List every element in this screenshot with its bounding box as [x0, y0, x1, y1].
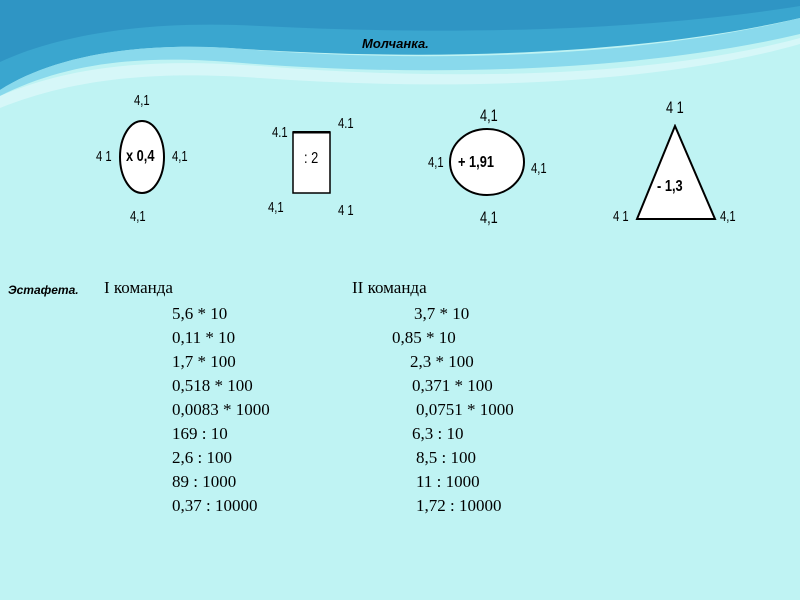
shape-operation: - 1,3 [657, 178, 683, 195]
shape-operation: : 2 [304, 150, 319, 167]
team2-expression: 6,3 : 10 [412, 424, 464, 443]
shape-label-top-left: 4.1 [272, 124, 288, 141]
shape-operation: + 1,91 [458, 154, 494, 171]
shape-label-bottom-left: 4,1 [268, 199, 284, 216]
team2-expression: 0,85 * 10 [392, 328, 456, 347]
team2-expression: 8,5 : 100 [416, 448, 476, 467]
team1-expression: 89 : 1000 [172, 472, 237, 491]
team1-expression: 0,0083 * 1000 [172, 400, 270, 419]
shape-label-right: 4,1 [172, 148, 188, 165]
team1-expression: 5,6 * 10 [172, 304, 228, 323]
team1-list [172, 302, 270, 518]
shape-label-bottom: 4,1 [480, 208, 498, 227]
shape-label-top-right: 4.1 [338, 115, 354, 132]
shape-label-bottom-right: 4,1 [720, 208, 736, 225]
team1-expression: 2,6 : 100 [172, 448, 232, 467]
shape-operation: x 0,4 [126, 148, 155, 165]
shape-label-left: 4,1 [428, 154, 444, 171]
shape-label-top: 4,1 [134, 92, 150, 109]
team2-title: II команда [352, 278, 427, 297]
team2-expression: 3,7 * 10 [414, 304, 470, 323]
team1-expression: 169 : 10 [172, 424, 228, 443]
team2-expression: 11 : 1000 [416, 472, 480, 491]
team1-expression: 1,7 * 100 [172, 352, 236, 371]
shape-label-top: 4 1 [666, 98, 684, 117]
team1-expression: 0,37 : 10000 [172, 496, 258, 515]
shape-label-bottom-right: 4 1 [338, 202, 354, 219]
shape-label-bottom-left: 4 1 [613, 208, 629, 225]
slide-title: Молчанка. [362, 36, 429, 51]
team1-title: I команда [104, 278, 173, 297]
triangle-outline [634, 124, 718, 222]
shape-label-left: 4 1 [96, 148, 112, 165]
team1-expression: 0,518 * 100 [172, 376, 253, 395]
team2-expression: 1,72 : 10000 [416, 496, 502, 515]
team2-expression: 0,0751 * 1000 [416, 400, 514, 419]
shape-label-right: 4,1 [531, 160, 547, 177]
relay-label: Эстафета. [8, 283, 79, 297]
team2-expression: 2,3 * 100 [410, 352, 474, 371]
shape-label-bottom: 4,1 [130, 208, 146, 225]
team2-expression: 0,371 * 100 [412, 376, 493, 395]
shape-label-top: 4,1 [480, 106, 498, 125]
team1-expression: 0,11 * 10 [172, 328, 236, 347]
